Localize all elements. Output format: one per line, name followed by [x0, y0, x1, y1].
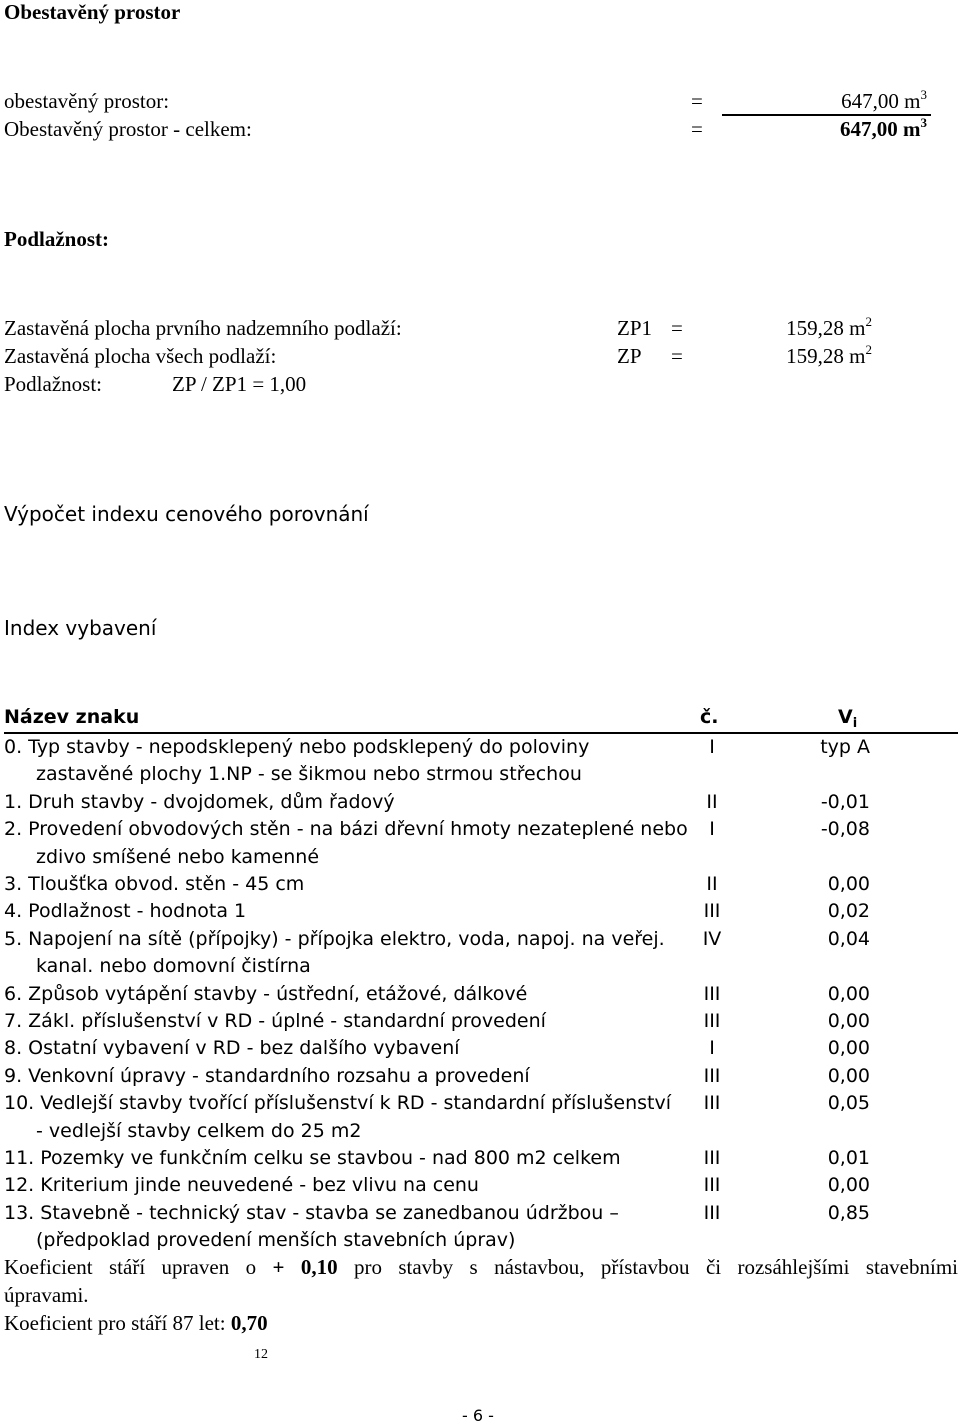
table-row-name: 8. Ostatní vybavení v RD - bez dalšího vybavení	[4, 1037, 460, 1060]
table-row-name-cont: zdivo smíšené nebo kamenné	[36, 845, 320, 868]
table-row-num: III	[703, 1092, 721, 1115]
floor-row1-code: ZP1	[617, 316, 653, 340]
table-row-num: I	[709, 1037, 715, 1060]
volume-row1-value: 647,00 $m^3$	[841, 87, 927, 113]
table-row-value: 0,00	[827, 982, 870, 1005]
table-row-name: 1. Druh stavby - dvojdomek, dům řadový	[4, 790, 395, 813]
floor-row1-value: 159,28 $m^2$	[786, 314, 872, 340]
coef-age: Koeficient pro stáří 87 let: 0,70	[4, 1311, 268, 1335]
table-row-value: 0,02	[827, 900, 870, 923]
table-row-name-cont: kanal. nebo domovní čistírna	[36, 955, 311, 978]
table-row-value: 0,00	[827, 1174, 870, 1197]
table-row-num: IV	[702, 927, 722, 950]
table-row-num: II	[706, 790, 718, 813]
table-row-value: -0,08	[820, 818, 870, 841]
table-row-value: typ A	[820, 736, 870, 758]
table-row-value: 0,05	[827, 1092, 870, 1115]
table-row-value: 0,00	[827, 1037, 870, 1060]
volume-row1-eq: =	[691, 89, 703, 113]
table-row-num: III	[703, 900, 721, 923]
floor-row2-value: 159,28 $m^2$	[786, 342, 872, 368]
table-row-num: II	[706, 873, 718, 895]
table-header-name: Název znaku	[4, 706, 140, 728]
floor-row2-eq: =	[671, 344, 683, 368]
footnote-marker: 12	[254, 1347, 268, 1362]
table-row-name-cont: - vedlejší stavby celkem do 25 m2	[36, 1119, 362, 1142]
table-row-num: I	[709, 736, 715, 758]
table-row-name: 9. Venkovní úpravy - standardního rozsahu a provedení	[4, 1064, 530, 1087]
volume-row2-value: 647,00 $m^3$	[840, 115, 927, 141]
table-row-name: 7. Zákl. příslušenství v RD - úplné - standardní provedení	[4, 1010, 546, 1032]
coef-note-line1: Koeficient stáří upraven o + 0,10 pro stavby s nástavbou, přístavbou či rozsáhlejšími stavebními	[4, 1255, 959, 1279]
table-row-name: 2. Provedení obvodových stěn - na bázi dřevní hmoty nezateplené nebo	[4, 818, 688, 841]
floor-ratio-label: Podlažnost:	[4, 372, 102, 396]
page-number: - 6 -	[462, 1406, 494, 1425]
section-title: Obestavěný prostor	[4, 0, 181, 24]
table-row-name: 10. Vedlejší stavby tvořící příslušenství k RD - standardní příslušenství	[4, 1092, 671, 1115]
table-header-num: č.	[700, 706, 719, 728]
table-header-rule	[4, 732, 958, 734]
table-row-num: III	[703, 1147, 721, 1169]
equipment-title: Index vybavení	[4, 616, 157, 640]
table-row-num: III	[703, 1201, 721, 1224]
floor-row2-code: ZP	[617, 344, 642, 368]
table-row-value: -0,01	[820, 790, 870, 813]
table-row-value: 0,00	[827, 873, 870, 895]
floor-row1-label: Zastavěná plocha prvního nadzemního podlaží:	[4, 316, 402, 340]
floor-row1-eq: =	[671, 316, 683, 340]
table-row-name: 13. Stavebně - technický stav - stavba se zanedbanou údržbou –	[4, 1201, 619, 1224]
table-row-value: 0,00	[827, 1010, 870, 1032]
table-row-value: 0,04	[827, 927, 870, 950]
table-row-num: III	[703, 1174, 721, 1197]
table-row-num: I	[709, 818, 715, 841]
table-header-value: $V_i$	[838, 706, 858, 731]
volume-underline	[722, 114, 931, 116]
floor-ratio-formula: ZP / ZP1 = 1,00	[172, 372, 307, 396]
volume-row2-label: Obestavěný prostor - celkem:	[4, 117, 252, 141]
table-row-value: 0,01	[827, 1147, 870, 1169]
floor-row2-label: Zastavěná plocha všech podlaží:	[4, 344, 277, 368]
table-row-name: 11. Pozemky ve funkčním celku se stavbou - nad 800 m2 celkem	[4, 1147, 621, 1169]
table-row-value: 0,00	[827, 1064, 870, 1087]
table-row-name-cont: (předpoklad provedení menších stavebních úprav)	[36, 1229, 516, 1252]
volume-row2-eq: =	[691, 117, 703, 141]
table-row-num: III	[703, 982, 721, 1005]
table-row-value: 0,85	[827, 1201, 870, 1224]
coef-note-line2: úpravami.	[4, 1283, 89, 1307]
volume-row1-label: obestavěný prostor:	[4, 89, 170, 113]
table-row-num: III	[703, 1064, 721, 1087]
table-row-name: 4. Podlažnost - hodnota 1	[4, 900, 247, 923]
table-row-name: 5. Napojení na sítě (přípojky) - přípojka elektro, voda, napoj. na veřej.	[4, 927, 665, 950]
table-row-name: 12. Kriterium jinde neuvedené - bez vlivu na cenu	[4, 1174, 479, 1197]
table-row-name: 6. Způsob vytápění stavby - ústřední, etážové, dálkové	[4, 982, 528, 1005]
floor-title: Podlažnost:	[4, 227, 109, 251]
index-title: Výpočet indexu cenového porovnání	[4, 502, 369, 526]
table-row-num: III	[703, 1010, 721, 1032]
table-row-name: 0. Typ stavby - nepodsklepený nebo podsklepený do poloviny	[4, 736, 590, 758]
table-row-name: 3. Tloušťka obvod. stěn - 45 cm	[4, 873, 305, 895]
table-row-name-cont: zastavěné plochy 1.NP - se šikmou nebo strmou střechou	[36, 763, 582, 786]
